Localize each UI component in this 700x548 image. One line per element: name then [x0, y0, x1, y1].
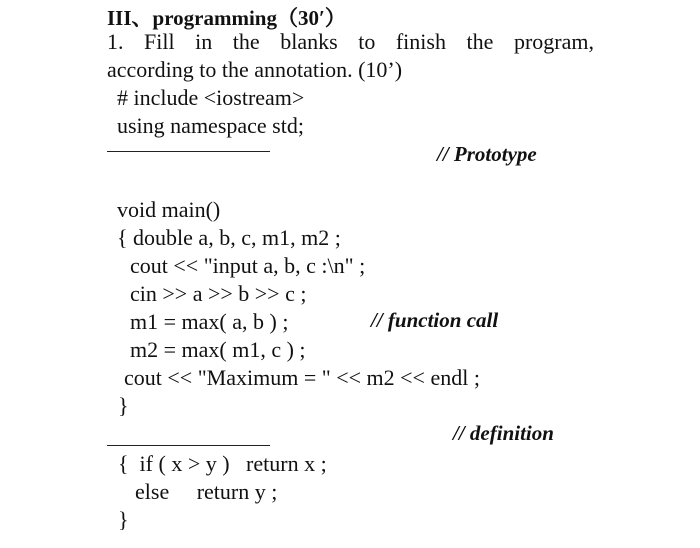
answer-blank-definition — [107, 445, 270, 446]
question-word: in — [195, 29, 213, 54]
question-word: program, — [513, 29, 594, 54]
code-close-def: } — [118, 507, 129, 532]
code-else-line: else return y ; — [135, 479, 278, 504]
question-word: to — [358, 29, 376, 54]
comment-definition: // definition — [453, 421, 554, 445]
question-line-2: according to the annotation. (10’) — [107, 57, 403, 82]
code-m1-call: m1 = max( a, b ) ; — [130, 309, 289, 334]
section-heading: III、programming（30′） — [107, 6, 346, 30]
answer-blank-prototype — [107, 151, 270, 152]
code-m2-call: m2 = max( m1, c ) ; — [130, 337, 306, 362]
question-word: the — [466, 29, 494, 54]
code-if-line: { if ( x > y ) return x ; — [118, 451, 327, 476]
comment-function-call: // function call — [371, 308, 499, 332]
code-main-decl: void main() — [117, 197, 221, 222]
question-word: 1. — [107, 29, 124, 54]
code-cin: cin >> a >> b >> c ; — [130, 281, 307, 306]
question-word: Fill — [144, 29, 175, 54]
code-using: using namespace std; — [117, 113, 304, 138]
code-cout-input: cout << "input a, b, c :\n" ; — [130, 253, 366, 278]
question-word: the — [232, 29, 260, 54]
question-line-1 — [107, 29, 594, 55]
question-word: blanks — [280, 29, 338, 54]
code-cout-max: cout << "Maximum = " << m2 << endl ; — [124, 365, 480, 390]
code-close-main: } — [118, 393, 129, 418]
comment-prototype: // Prototype — [437, 142, 537, 166]
question-word: finish — [395, 29, 446, 54]
code-include: # include <iostream> — [117, 85, 305, 110]
code-declaration: { double a, b, c, m1, m2 ; — [117, 225, 341, 250]
